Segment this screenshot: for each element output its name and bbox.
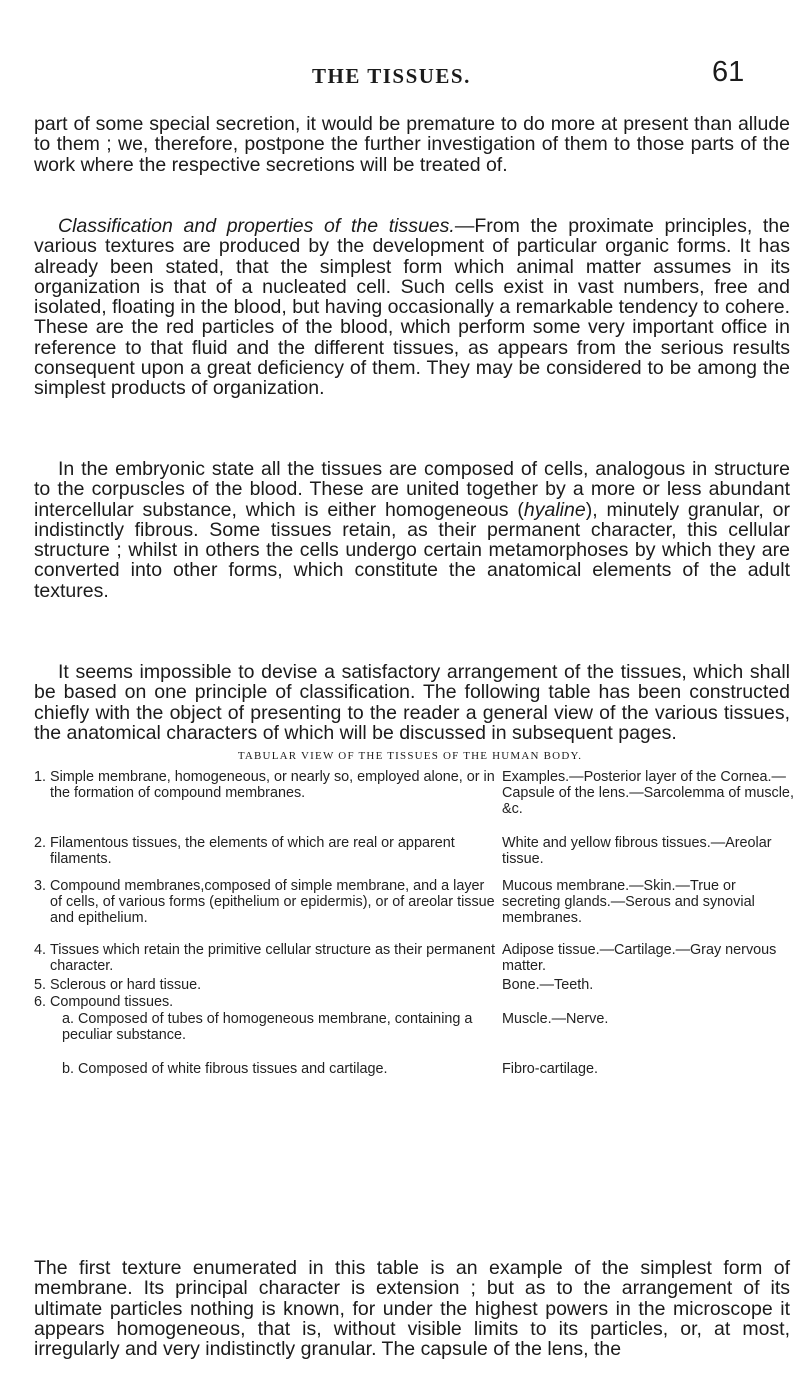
paragraph-1: part of some special secretion, it would be premature to do more at present than allude to them ; we, therefore, postpone the further investigation of them to those parts of the work where the respective secretions will be treated of.: [34, 113, 790, 176]
row-number: 3.: [34, 878, 47, 894]
row-number: 2.: [34, 835, 47, 851]
row-examples: White and yellow fibrous tissues.—Areolar tissue.: [502, 835, 772, 867]
hyaline-term: hyaline: [523, 498, 586, 521]
row-description: Tissues which retain the primitive cellular structure as their permanent character.: [50, 942, 495, 974]
row-description: Filamentous tissues, the elements of which are real or apparent filaments.: [50, 835, 455, 867]
paragraph-3: [34, 459, 790, 601]
row-description: b. Composed of white fibrous tissues and cartilage.: [62, 1061, 388, 1077]
page-header: [0, 56, 801, 98]
row-examples: Adipose tissue.—Cartilage.—Gray nervous matter.: [502, 942, 777, 974]
row-examples: Muscle.—Nerve.: [502, 1011, 609, 1027]
running-title: THE TISSUES.: [312, 64, 471, 88]
table-caption: TABULAR VIEW OF THE TISSUES OF THE HUMAN BODY.: [237, 750, 583, 762]
paragraph-2: [34, 216, 790, 399]
paragraph-3-part-1: In the embryonic state all the tissues are composed of cells, analogous in structure to the corpuscles of the blood. These are united together by a more or less abundant intercellular substance, which is either homogeneous (: [34, 458, 790, 521]
row-examples: Bone.—Teeth.: [502, 977, 594, 993]
row-examples: Examples.—Posterior layer of the Cornea.—Capsule of the lens.—Sarcolemma of muscle, &c.: [502, 769, 794, 817]
row-description: a. Composed of tubes of homogeneous membrane, containing a peculiar substance.: [62, 1011, 473, 1043]
page-number: 61: [712, 56, 745, 88]
paragraph-5: The first texture enumerated in this table is an example of the simplest form of membrane. Its principal character is extension ; but as to the arrangement of its ultimate particles nothing is known, for under the highest powers in the microscope it appears homogeneous, that is, without visible limits to its particles, or, at most, irregularly and very indistinctly granular. The capsule of the lens, the: [34, 1257, 790, 1361]
row-description: Compound membranes,composed of simple membrane, and a layer of cells, of various forms (epithelium or epidermis), or of areolar tissue and epithelium.: [50, 878, 495, 926]
paragraph-3-part-2: ), minutely granular, or indistinctly fibrous. Some tissues retain, as their permanent character, this cellular structure ; whilst in others the cells undergo certain metamorphoses by which they are converted into other forms, which constitute the anatomical elements of the adult textures.: [34, 498, 790, 602]
row-description: Sclerous or hard tissue.: [50, 977, 202, 993]
paragraph-4: It seems impossible to devise a satisfactory arrangement of the tissues, which shall be based on one principle of classification. The following table has been constructed chiefly with the object of presenting to the reader a general view of the various tissues, the anatomical characters of which will be discussed in subsequent pages.: [34, 661, 790, 744]
row-description: Simple membrane, homogeneous, or nearly so, employed alone, or in the formation of compound membranes.: [50, 769, 495, 801]
row-number: 4.: [34, 942, 47, 958]
section-heading: Classification and properties of the tissues.: [58, 215, 455, 237]
row-examples: Mucous membrane.—Skin.—True or secreting glands.—Serous and synovial membranes.: [502, 878, 755, 926]
row-description: Compound tissues.: [50, 994, 174, 1010]
row-number: 6.: [34, 994, 47, 1010]
row-number: 1.: [34, 769, 47, 785]
paragraph-2-body: —From the proximate principles, the various textures are produced by the development of particular organic forms. It has already been stated, that the simplest form which animal matter assumes in its organization is that of a nucleated cell. Such cells exist in vast numbers, free and isolated, floating in the blood, but having occasionally a remarkable tendency to cohere. These are the red particles of the blood, which perform some very important office in reference to that fluid and the different tissues, as appears from the serious results consequent upon a great deficiency of them. They may be considered to be among the simplest products of organization.: [34, 215, 790, 400]
row-number: 5.: [34, 977, 47, 993]
row-examples: Fibro-cartilage.: [502, 1061, 598, 1077]
